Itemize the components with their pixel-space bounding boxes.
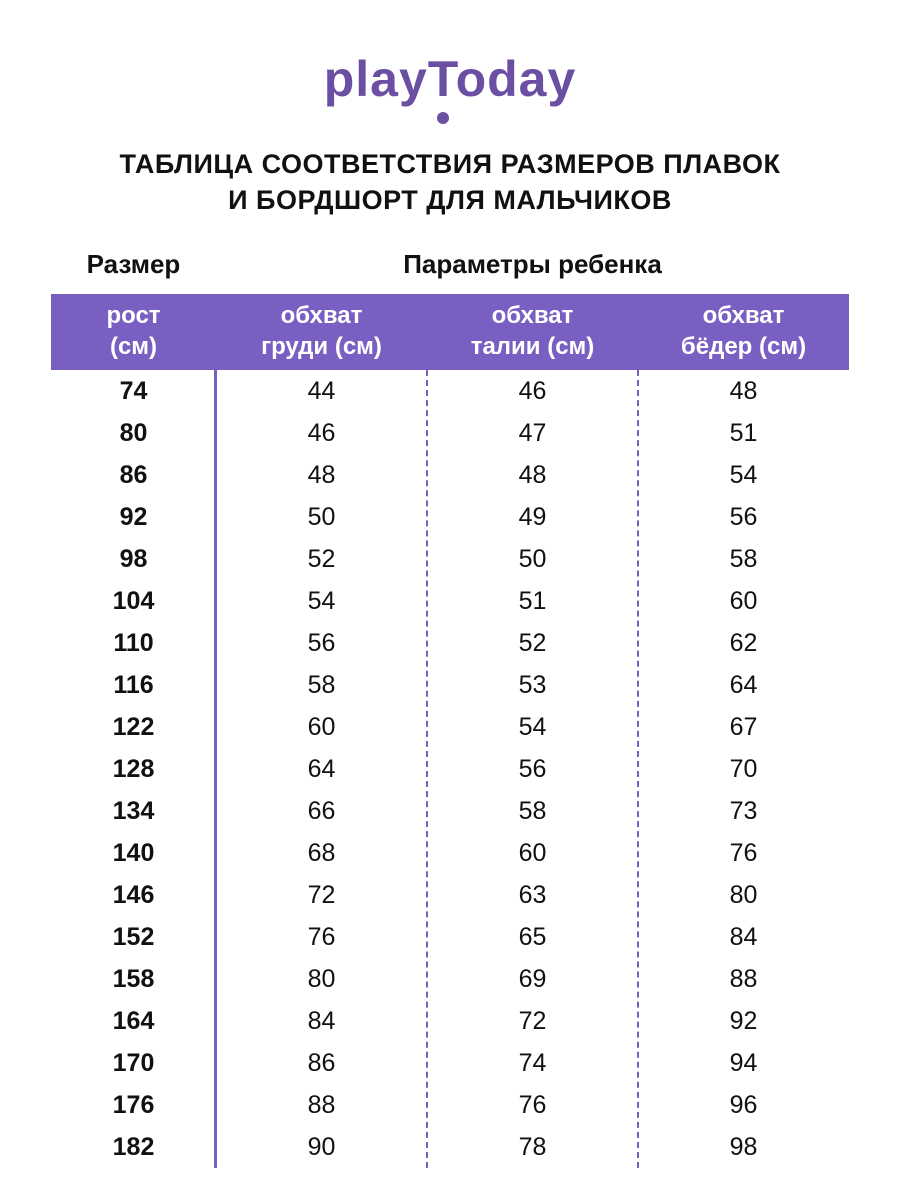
- table-row: [51, 958, 849, 1000]
- height-cell: 128: [112, 754, 155, 783]
- measure-cell: 70: [729, 754, 758, 783]
- column-header-hips: обхват бёдер (см): [680, 301, 807, 361]
- table-row: [51, 706, 849, 748]
- height-cell: 152: [112, 922, 155, 951]
- table-row: [51, 538, 849, 580]
- height-cell: 170: [112, 1048, 155, 1077]
- measure-cell: 50: [518, 544, 547, 573]
- height-cell: 182: [112, 1132, 155, 1161]
- height-cell: 134: [112, 796, 155, 825]
- measure-cell: 60: [729, 586, 758, 615]
- measure-cell: 48: [729, 376, 758, 405]
- measure-cell: 58: [729, 544, 758, 573]
- measure-cell: 44: [307, 376, 336, 405]
- measure-cell: 47: [518, 418, 547, 447]
- table-group-headers: [51, 249, 849, 280]
- page-title-line1: ТАБЛИЦА СООТВЕТСТВИЯ РАЗМЕРОВ ПЛАВОК: [119, 149, 781, 179]
- measure-cell: 46: [307, 418, 336, 447]
- height-cell: 122: [112, 712, 155, 741]
- table-row: [51, 1000, 849, 1042]
- measure-cell: 76: [307, 922, 336, 951]
- brand-logo: [0, 0, 900, 118]
- height-cell: 98: [119, 544, 148, 573]
- table-row: [51, 1084, 849, 1126]
- measure-cell: 92: [729, 1006, 758, 1035]
- column-header-chest: обхват груди (см): [261, 301, 382, 361]
- table-row: [51, 832, 849, 874]
- measure-cell: 88: [307, 1090, 336, 1119]
- height-cell: 140: [112, 838, 155, 867]
- height-cell: 176: [112, 1090, 155, 1119]
- measure-cell: 50: [307, 502, 336, 531]
- page-title-line2: И БОРДШОРТ ДЛЯ МАЛЬЧИКОВ: [228, 185, 672, 216]
- table-row: [51, 1126, 849, 1168]
- height-cell: 92: [119, 502, 148, 531]
- measure-cell: 54: [307, 586, 336, 615]
- group-header-child-params: Параметры ребенка: [403, 248, 662, 279]
- measure-cell: 56: [729, 502, 758, 531]
- measure-cell: 62: [729, 628, 758, 657]
- measure-cell: 88: [729, 964, 758, 993]
- measure-cell: 60: [307, 712, 336, 741]
- measure-cell: 49: [518, 502, 547, 531]
- table-row: [51, 916, 849, 958]
- measure-cell: 46: [518, 376, 547, 405]
- measure-cell: 78: [518, 1132, 547, 1161]
- measure-cell: 80: [307, 964, 336, 993]
- column-separator-solid: [214, 370, 217, 1168]
- measure-cell: 73: [729, 796, 758, 825]
- measure-cell: 74: [518, 1048, 547, 1077]
- table-row: [51, 622, 849, 664]
- table-row: [51, 748, 849, 790]
- measure-cell: 66: [307, 796, 336, 825]
- measure-cell: 56: [307, 628, 336, 657]
- measure-cell: 65: [518, 922, 547, 951]
- measure-cell: 86: [307, 1048, 336, 1077]
- measure-cell: 67: [729, 712, 758, 741]
- measure-cell: 54: [518, 712, 547, 741]
- table-row: [51, 790, 849, 832]
- height-cell: 80: [119, 418, 148, 447]
- height-cell: 158: [112, 964, 155, 993]
- measure-cell: 58: [518, 796, 547, 825]
- table-row: [51, 664, 849, 706]
- measure-cell: 72: [307, 880, 336, 909]
- table-row: [51, 496, 849, 538]
- measure-cell: 51: [518, 586, 547, 615]
- measure-cell: 53: [518, 670, 547, 699]
- height-cell: 164: [112, 1006, 155, 1035]
- table-row: [51, 874, 849, 916]
- column-header-height: рост (см): [106, 301, 161, 361]
- measure-cell: 60: [518, 838, 547, 867]
- measure-cell: 94: [729, 1048, 758, 1077]
- measure-cell: 98: [729, 1132, 758, 1161]
- measure-cell: 52: [518, 628, 547, 657]
- measure-cell: 68: [307, 838, 336, 867]
- column-separator-dashed-1: [426, 370, 428, 1168]
- measure-cell: 90: [307, 1132, 336, 1161]
- table-row: [51, 580, 849, 622]
- measure-cell: 56: [518, 754, 547, 783]
- measure-cell: 58: [307, 670, 336, 699]
- measure-cell: 72: [518, 1006, 547, 1035]
- page-title: [0, 146, 900, 219]
- measure-cell: 69: [518, 964, 547, 993]
- table-body: [51, 370, 849, 1168]
- column-header-waist: обхват талии (см): [470, 301, 595, 361]
- height-cell: 86: [119, 460, 148, 489]
- measure-cell: 64: [729, 670, 758, 699]
- height-cell: 104: [112, 586, 155, 615]
- measure-cell: 64: [307, 754, 336, 783]
- height-cell: 74: [119, 376, 148, 405]
- measure-cell: 84: [729, 922, 758, 951]
- column-separator-dashed-2: [637, 370, 639, 1168]
- measure-cell: 84: [307, 1006, 336, 1035]
- table-row: [51, 1042, 849, 1084]
- measure-cell: 76: [518, 1090, 547, 1119]
- measure-cell: 48: [307, 460, 336, 489]
- brand-logo-dot-icon: [437, 112, 449, 124]
- measure-cell: 48: [518, 460, 547, 489]
- measure-cell: 63: [518, 880, 547, 909]
- table-row: [51, 412, 849, 454]
- measure-cell: 52: [307, 544, 336, 573]
- height-cell: 146: [112, 880, 155, 909]
- table-row: [51, 454, 849, 496]
- measure-cell: 76: [729, 838, 758, 867]
- height-cell: 116: [113, 670, 154, 699]
- measure-cell: 80: [729, 880, 758, 909]
- brand-logo-text: playToday: [323, 51, 577, 107]
- group-header-size: Размер: [86, 248, 181, 279]
- measure-cell: 96: [729, 1090, 758, 1119]
- height-cell: 110: [113, 628, 154, 657]
- measure-cell: 51: [729, 418, 758, 447]
- table-header-band: [51, 294, 849, 370]
- table-row: [51, 370, 849, 412]
- measure-cell: 54: [729, 460, 758, 489]
